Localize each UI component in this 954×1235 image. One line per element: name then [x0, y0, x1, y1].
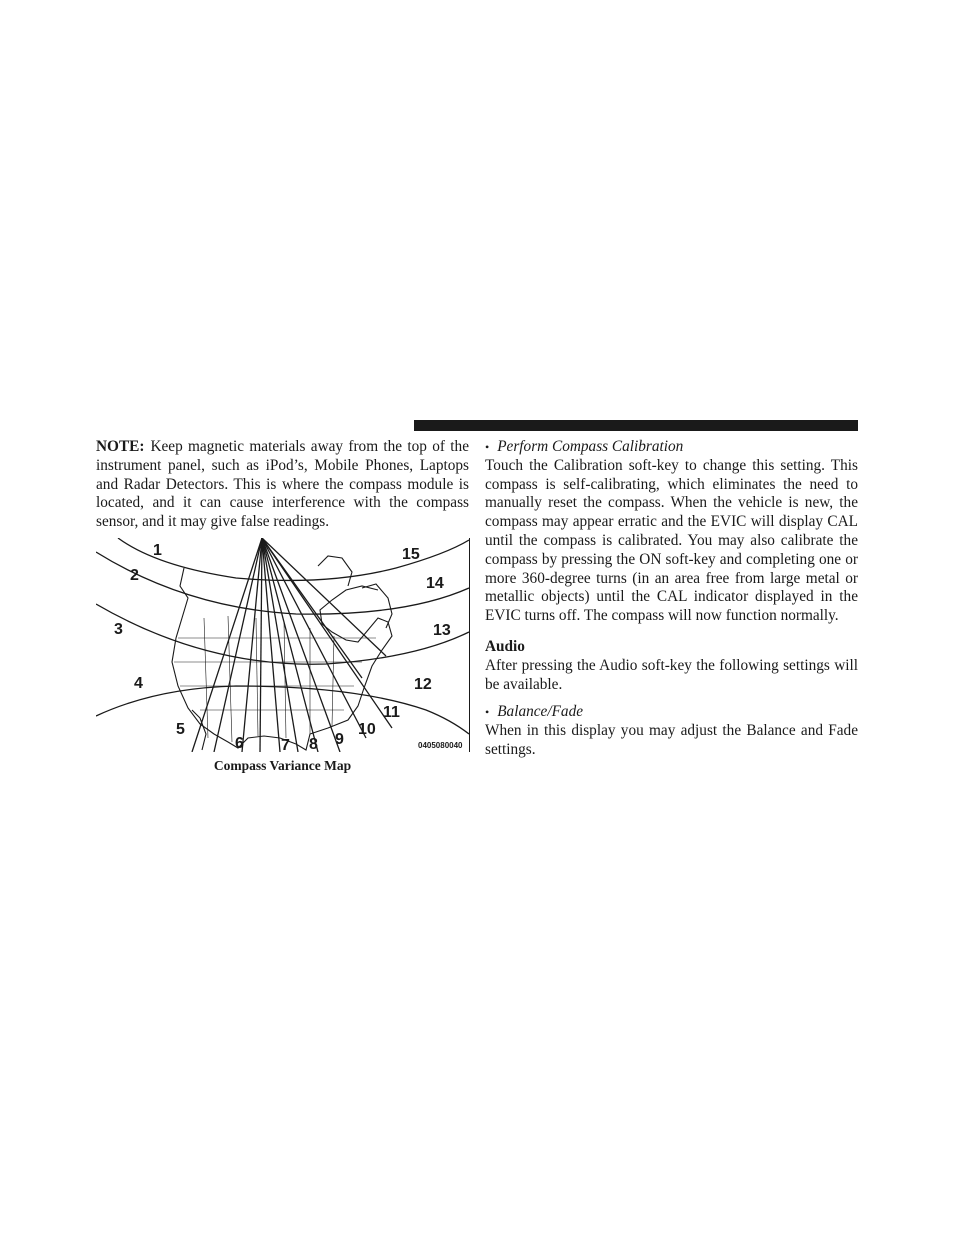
note-paragraph — [96, 438, 469, 532]
zone-label-4: 4 — [134, 674, 143, 692]
region-boundary — [256, 618, 258, 736]
bullet-balance-fade — [485, 703, 858, 722]
bullet-balance-label: Balance/Fade — [497, 703, 584, 721]
note-text: Keep magnetic materials away from the top of the instrument panel, such as iPod’s, Mobile Phones, Laptops and Radar Detectors. This is where the compass module is located, and it can cause interference with the compass sensor, and it may give false readings. — [96, 438, 469, 531]
calibration-paragraph: Touch the Calibration soft-key to change this setting. This compass is self-calibrating, which eliminates the need to manually reset the compass. When the vehicle is new, the compass may appear erratic and the EVIC will display CAL until the compass is calibrated. You may also calibrate the compass by pressing the ON soft-key and completing one or more 360-degree turns (in an area free from large metal or metallic objects) until the CAL indicator displayed in the EVIC turns off. The compass will now function normally. — [485, 456, 858, 625]
zone-label-2: 2 — [130, 566, 139, 584]
ray — [262, 538, 392, 728]
zone-label-15: 15 — [402, 545, 420, 563]
audio-paragraph: After pressing the Audio soft-key the following settings will be available. — [485, 656, 858, 693]
figure-caption: Compass Variance Map — [213, 757, 352, 773]
zone-label-10: 10 — [358, 720, 376, 738]
bullet-perform-calibration — [485, 438, 858, 457]
balance-paragraph: When in this display you may adjust the Balance and Fade settings. — [485, 722, 858, 758]
zone-label-14: 14 — [426, 574, 444, 592]
bullet-icon: • — [485, 705, 490, 720]
ray — [262, 538, 340, 752]
zone-label-8: 8 — [309, 735, 318, 752]
zone-label-7: 7 — [281, 736, 290, 752]
section-rule-bar — [414, 420, 858, 431]
zone-label-1: 1 — [153, 541, 162, 559]
left-column — [96, 438, 469, 776]
compass-variance-map-graphic — [96, 538, 469, 752]
ray — [214, 538, 262, 752]
right-column — [485, 438, 858, 760]
ray — [262, 538, 298, 752]
bullet-calibration-label: Perform Compass Calibration — [497, 438, 684, 455]
compass-variance-map — [96, 538, 470, 752]
zone-label-12: 12 — [414, 675, 432, 693]
zone-label-5: 5 — [176, 720, 185, 738]
note-label: NOTE: — [96, 438, 145, 455]
zone-label-6: 6 — [235, 734, 244, 752]
region-boundary — [332, 636, 334, 726]
figure-code: 0405080040 — [418, 740, 463, 750]
ray — [262, 538, 362, 678]
region-boundary — [204, 618, 208, 738]
bullet-icon: • — [485, 440, 490, 454]
zone-label-13: 13 — [433, 621, 451, 639]
zone-label-9: 9 — [335, 730, 344, 748]
audio-heading: Audio — [485, 637, 525, 655]
zone-label-3: 3 — [114, 620, 123, 638]
continent-outline — [318, 556, 352, 586]
ray — [260, 538, 262, 752]
zone-label-11: 11 — [383, 703, 400, 721]
